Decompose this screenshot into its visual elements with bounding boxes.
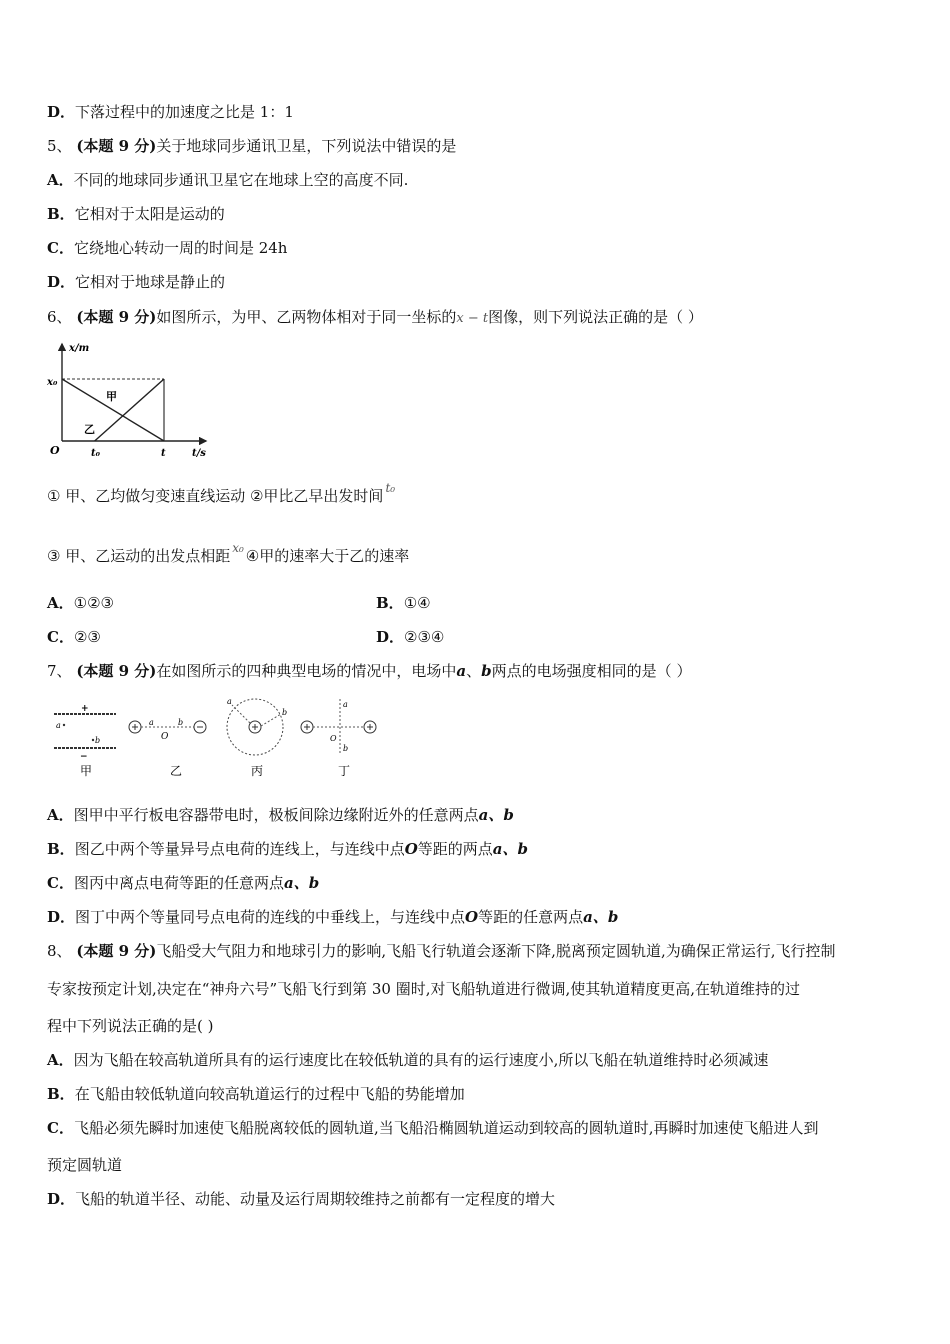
- series-line-yi: [95, 379, 164, 441]
- option-text: 下落过程中的加速度之比是 1：1: [75, 103, 294, 121]
- q7-option-d: [47, 907, 618, 927]
- statement-text-tail: ④甲的速率大于乙的速率: [245, 547, 410, 565]
- t0-label: t₀: [91, 448, 100, 459]
- q6-stem: [47, 307, 703, 329]
- option-text: 它相对于地球是静止的: [75, 273, 226, 291]
- q6-option-d: [376, 627, 444, 647]
- x-axis-label: t/s: [192, 448, 206, 459]
- question-number: 6、: [47, 308, 72, 326]
- option-text: 图乙中两个等量异号点电荷的连线上，与连线中点: [74, 840, 405, 858]
- q5-option-a: [47, 170, 408, 190]
- option-text: ②③④: [404, 628, 445, 646]
- fig-label-jia: 甲: [80, 764, 93, 778]
- minus-sign: −: [80, 752, 88, 762]
- origin-label: O: [50, 444, 60, 457]
- question-score: (本题 9 分): [76, 137, 157, 155]
- question-text: 飞船受大气阻力和地球引力的影响,飞船飞行轨道会逐渐下降,脱离预定圆轨道,为确保正常运行,飞行控制: [156, 942, 836, 960]
- question-text: 关于地球同步通讯卫星，下列说法中错误的是: [156, 137, 457, 155]
- xt-graph: [44, 338, 214, 462]
- q6-statement-1-2: [47, 481, 397, 507]
- question-text: 程中下列说法正确的是( ): [47, 1017, 214, 1035]
- point-o: O: [404, 840, 418, 858]
- option-points: a、b: [583, 908, 619, 926]
- jia-label: 甲: [106, 390, 117, 403]
- fig-jia: [54, 704, 116, 778]
- point-a-dot: [63, 724, 65, 726]
- q5-option-b: [47, 204, 225, 224]
- a-label: a: [227, 697, 232, 706]
- option-letter: B．: [47, 1085, 75, 1103]
- option-text-2: 等距的两点: [417, 840, 493, 858]
- option-letter: D．: [47, 103, 76, 121]
- a-label: a: [149, 718, 154, 727]
- question-text: 如图所示，为甲、乙两物体相对于同一坐标的: [156, 308, 457, 326]
- point-o: O: [465, 908, 479, 926]
- option-letter: B．: [47, 205, 75, 223]
- question-score: (本题 9 分): [76, 942, 157, 960]
- option-letter: D．: [47, 908, 76, 926]
- option-text: ①④: [403, 594, 431, 612]
- question-text: 在如图所示的四种典型电场的情况中，电场中: [156, 662, 457, 680]
- option-letter: B．: [376, 594, 404, 612]
- q8-option-c: [47, 1118, 819, 1138]
- q8-option-d: [47, 1189, 555, 1209]
- o-label: O: [161, 732, 169, 742]
- option-letter: A．: [47, 594, 74, 612]
- option-text: 图丁中两个等量同号点电荷的连线的中垂线上，与连线中点: [75, 908, 466, 926]
- a-label: a: [343, 700, 348, 709]
- q5-option-d: [47, 272, 225, 292]
- option-text: 在飞船由较低轨道向较高轨道运行的过程中飞船的势能增加: [74, 1085, 465, 1103]
- option-text-continued: 预定圆轨道: [47, 1156, 123, 1174]
- option-letter: D．: [47, 1190, 76, 1208]
- option-text: 因为飞船在较高轨道所具有的运行速度比在较低轨道的具有的运行速度小,所以飞船在轨道维持时必须减速: [73, 1051, 769, 1069]
- q8-option-b: [47, 1084, 465, 1104]
- fig-label-bing: 丙: [251, 764, 264, 778]
- question-score: (本题 9 分): [76, 308, 157, 326]
- option-letter: A．: [47, 1051, 74, 1069]
- q7-option-b: [47, 839, 528, 859]
- t-label: t: [161, 448, 166, 459]
- question-number: 7、: [47, 662, 72, 680]
- option-points: a、b: [478, 806, 514, 824]
- electric-field-figures: [44, 694, 394, 780]
- q6-option-c: [47, 627, 101, 647]
- q8-stem-line-2: [47, 979, 800, 999]
- option-points: a、b: [283, 874, 320, 892]
- radius-b: [261, 714, 281, 726]
- y-axis-label: x/m: [69, 343, 90, 354]
- t0-math: t₀: [385, 481, 396, 495]
- x0-label: x₀: [47, 377, 58, 388]
- radius-a: [232, 705, 250, 723]
- option-text: 它绕地心转动一周的时间是 24h: [73, 239, 288, 257]
- point-b-dot: [92, 739, 94, 741]
- q4-option-d: [47, 102, 294, 122]
- q8-option-c-cont: [47, 1155, 122, 1175]
- question-score: (本题 9 分): [76, 662, 157, 680]
- option-text: ①②③: [73, 594, 114, 612]
- b-label: b: [282, 708, 288, 717]
- series-line-jia: [62, 379, 164, 441]
- statement-text: ① 甲、乙均做匀变速直线运动 ②甲比乙早出发时间: [47, 487, 384, 505]
- yi-label: 乙: [84, 423, 95, 436]
- option-text: 飞船必须先瞬时加速使飞船脱离较低的圆轨道,当飞船沿椭圆轨道运动到较高的圆轨道时,再瞬时加速使飞船进人到: [73, 1119, 819, 1137]
- fig-yi: [129, 718, 206, 778]
- option-letter: C．: [47, 628, 74, 646]
- question-text-tail: 两点的电场强度相同的是（ ）: [491, 662, 692, 680]
- q8-stem-line-1: [47, 941, 835, 961]
- option-text: 它相对于太阳是运动的: [74, 205, 225, 223]
- q7-stem: [47, 661, 691, 681]
- q6-option-a: [47, 593, 114, 613]
- option-text-2: 等距的任意两点: [478, 908, 584, 926]
- option-points: a、b: [492, 840, 529, 858]
- q7-option-a: [47, 805, 514, 825]
- option-text: 图甲中平行板电容器带电时，极板间除边缘附近外的任意两点: [73, 806, 479, 824]
- plus-sign: +: [81, 704, 89, 714]
- option-text: ②③: [73, 628, 101, 646]
- question-text: 专家按预定计划,决定在“神舟六号”飞船飞行到第 30 圈时,对飞船轨道进行微调,使其轨道精度更高,在轨道维持的过: [47, 980, 801, 998]
- statement-text: ③ 甲、乙运动的出发点相距: [47, 547, 231, 565]
- option-letter: C．: [47, 1119, 74, 1137]
- option-letter: A．: [47, 806, 74, 824]
- option-letter: D．: [47, 273, 76, 291]
- option-text: 图丙中离点电荷等距的任意两点: [73, 874, 284, 892]
- q5-option-c: [47, 238, 287, 258]
- question-number: 5、: [47, 137, 72, 155]
- fig-label-yi: 乙: [170, 764, 183, 778]
- fig-ding: [301, 699, 376, 778]
- b-label: b: [178, 718, 184, 727]
- q5-stem: [47, 136, 456, 156]
- fig-label-ding: 丁: [338, 764, 351, 778]
- question-number: 8、: [47, 942, 72, 960]
- q8-stem-line-3: [47, 1016, 213, 1036]
- q7-option-c: [47, 873, 319, 893]
- point-a: a: [456, 662, 467, 680]
- option-letter: C．: [47, 239, 74, 257]
- q6-statement-3-4: [47, 541, 410, 567]
- option-letter: D．: [376, 628, 405, 646]
- fig-bing: [227, 697, 287, 778]
- x0-math: x₀: [232, 541, 244, 555]
- o-label: O: [330, 734, 337, 743]
- q6-option-b: [376, 593, 431, 613]
- b-label: b: [343, 744, 349, 753]
- option-text: 不同的地球同步通讯卫星它在地球上空的高度不同.: [73, 171, 409, 189]
- option-letter: B．: [47, 840, 75, 858]
- point-b: b: [481, 662, 492, 680]
- option-text: 飞船的轨道半径、动能、动量及运行周期较维持之前都有一定程度的增大: [75, 1190, 556, 1208]
- option-letter: C．: [47, 874, 74, 892]
- option-letter: A．: [47, 171, 74, 189]
- b-label: b: [95, 736, 101, 745]
- question-text-tail: 图像，则下列说法正确的是（ ）: [488, 308, 703, 326]
- x-t-math: x − t: [456, 311, 489, 326]
- xt-series-group: [62, 379, 164, 441]
- a-label: a: [56, 721, 61, 730]
- q8-option-a: [47, 1050, 768, 1070]
- separator: 、: [466, 662, 482, 680]
